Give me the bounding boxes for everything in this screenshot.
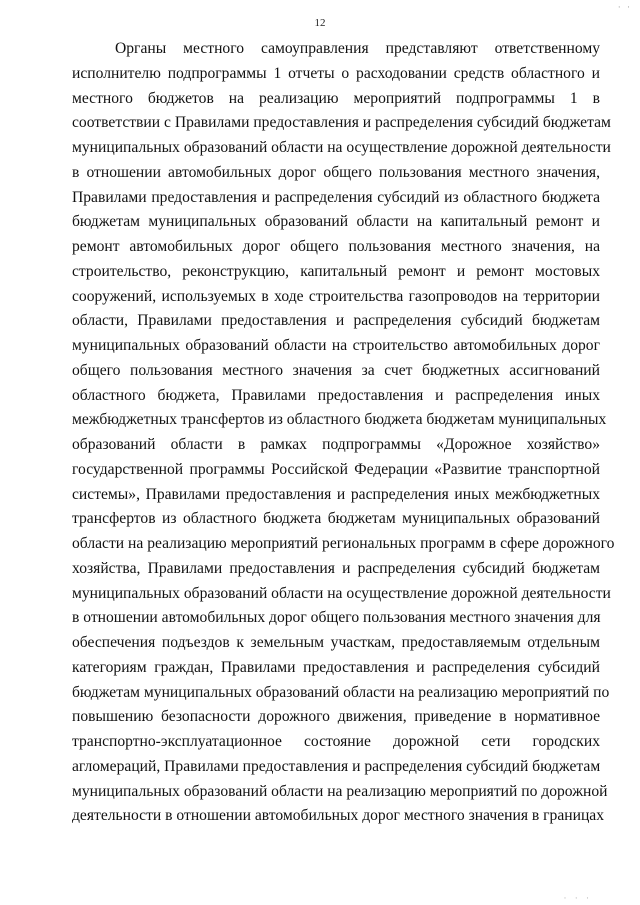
document-body bbox=[72, 37, 615, 829]
text-line: деятельности в отношении автомобильных дорог местного значения в границах bbox=[72, 807, 605, 825]
text-line: общего пользования местного значения за счет бюджетных ассигнований bbox=[72, 361, 600, 379]
text-line: муниципальных образований области на строительство автомобильных дорог bbox=[72, 337, 600, 354]
text-line: бюджетам муниципальных образований области на реализацию мероприятий по bbox=[72, 683, 610, 701]
text-line: местного бюджетов на реализацию мероприятий подпрограммы 1 в bbox=[72, 89, 600, 107]
text-line: обеспечения подъездов к земельным участкам, предоставляемым отдельным bbox=[72, 634, 600, 651]
text-line: строительство, реконструкцию, капитальный ремонт и ремонт мостовых bbox=[72, 262, 600, 280]
text-line: трансфертов из областного бюджета бюджетам муниципальных образований bbox=[72, 510, 600, 528]
text-line: бюджетам муниципальных образований области на капитальный ремонт и bbox=[72, 213, 600, 231]
text-line: в отношении автомобильных дорог общего пользования местного значения, bbox=[72, 163, 600, 181]
text-line: Органы местного самоуправления представляют ответственному bbox=[115, 40, 600, 57]
page-number: 12 bbox=[314, 17, 326, 29]
text-line: межбюджетных трансфертов из областного бюджета бюджетам муниципальных bbox=[72, 411, 607, 429]
text-line: области на реализацию мероприятий региональных программ в сфере дорожного bbox=[72, 535, 615, 552]
text-line: соответствии с Правилами предоставления и распределения субсидий бюджетам bbox=[72, 114, 611, 132]
text-line: областного бюджета, Правилами предоставления и распределения иных bbox=[72, 386, 600, 404]
text-line: транспортно-эксплуатационное состояние дорожной сети городских bbox=[72, 733, 600, 750]
text-line: государственной программы Российской Федерации «Развитие транспортной bbox=[72, 460, 600, 478]
text-line: категориям граждан, Правилами предоставления и распределения субсидий bbox=[72, 658, 600, 676]
text-line: муниципальных образований области на осуществление дорожной деятельности bbox=[72, 139, 611, 156]
text-line: повышению безопасности дорожного движения, приведение в нормативное bbox=[72, 708, 600, 726]
scan-artifact-mark: · · · bbox=[563, 893, 592, 903]
scan-artifact-mark: · · bbox=[617, 2, 632, 12]
text-line: ремонт автомобильных дорог общего пользования местного значения, на bbox=[72, 238, 600, 255]
text-line: системы», Правилами предоставления и распределения иных межбюджетных bbox=[72, 485, 600, 503]
text-line: сооружений, используемых в ходе строительства газопроводов на территории bbox=[72, 287, 600, 305]
text-line: Правилами предоставления и распределения субсидий из областного бюджета bbox=[72, 188, 600, 206]
text-line: агломераций, Правилами предоставления и распределения субсидий бюджетам bbox=[72, 757, 601, 775]
text-line: муниципальных образований области на реализацию мероприятий по дорожной bbox=[72, 782, 608, 800]
text-line: области, Правилами предоставления и распределения субсидий бюджетам bbox=[72, 312, 600, 330]
text-line: в отношении автомобильных дорог общего пользования местного значения для bbox=[72, 609, 601, 627]
text-line: муниципальных образований области на осуществление дорожной деятельности bbox=[72, 584, 611, 602]
text-line: образований области в рамках подпрограммы «Дорожное хозяйство» bbox=[72, 436, 600, 453]
text-line: хозяйства, Правилами предоставления и распределения субсидий бюджетам bbox=[72, 559, 600, 577]
text-line: исполнителю подпрограммы 1 отчеты о расходовании средств областного и bbox=[72, 64, 600, 82]
